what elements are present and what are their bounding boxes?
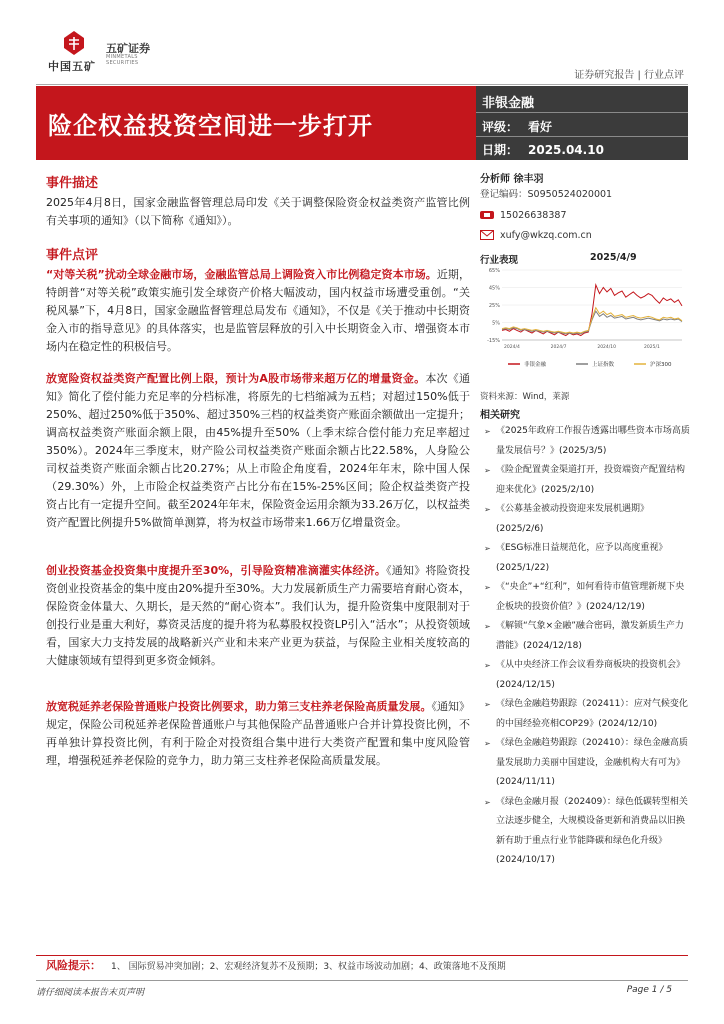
rating-row (482, 118, 552, 135)
paragraph-3-lead: 创业投资基金投资集中度提升至30%，引导险资精准滴灌实体经济。 (46, 564, 387, 577)
series-line (502, 285, 682, 336)
rating-value: 看好 (528, 120, 553, 134)
event-comment-title (46, 244, 470, 263)
risk-warning (46, 957, 506, 973)
industry-performance-chart (480, 266, 688, 376)
chart-header (480, 252, 688, 266)
paragraph-1-lead: “对等关税”扰动全球金融市场，金融监管总局上调险资入市比例稳定资本市场。 (46, 268, 437, 281)
title-banner (36, 86, 476, 160)
chart-date: 2025/4/9 (590, 252, 637, 263)
legend-label: 非银金融 (524, 362, 547, 368)
footer-disclaimer: 请仔细阅读本报告末页声明 (36, 988, 145, 998)
sector-label: 非银金融 (482, 96, 535, 111)
rating-box (476, 86, 688, 160)
date-divider (476, 136, 688, 137)
paragraph-4 (46, 698, 470, 770)
related-item[interactable]: ➢ 《ESG标准日益规范化，应予以高度重视》(2025/1/22) (484, 539, 690, 578)
brand-name: 五矿证券 (106, 42, 150, 55)
related-item[interactable]: ➢ 《绿色金融趋势跟踪（202410）：绿色金融高质量发展助力美丽中国建设，金融机构大有可为》(2024/11/11) (484, 734, 690, 793)
page-number: Page 1 / 5 (626, 985, 672, 995)
date-value: 2025.04.10 (528, 143, 604, 157)
analyst-reg: 登记编码：S0950524020001 (480, 189, 613, 200)
rating-key: 评级： (482, 120, 519, 134)
risk-divider (36, 955, 688, 956)
y-tick-label: 65% (488, 268, 500, 274)
related-item[interactable]: ➢ 《险企配置黄金渠道打开，投资端资产配置结构迎来优化》(2025/2/10) (484, 461, 690, 500)
event-comment-heading: 事件点评 (46, 248, 99, 263)
logo-cn-name: 中国五矿 (48, 60, 96, 73)
legend-label: 沪深300 (650, 362, 672, 368)
y-tick-label: 45% (488, 285, 500, 292)
minmetals-emblem-icon (60, 30, 88, 56)
brand-subtitle: MINMETALS SECURITIES (106, 54, 139, 66)
related-item[interactable]: ➢ 《绿色金融月报（202409）：绿色低碳转型相关立法逐步健全，大规模设备更新和消费品以旧换新有助于重点行业节能降碳和绿色化升级》(2024/10/17) (484, 793, 690, 871)
risk-label: 风险提示： (46, 959, 101, 972)
related-item[interactable]: ➢ 《从中央经济工作会议看券商板块的投资机会》(2024/12/15) (484, 656, 690, 695)
risk-text: 1、 国际贸易冲突加剧；2、宏观经济复苏不及预期；3、权益市场波动加剧；4、政策落地不及预期 (111, 962, 506, 972)
related-research-title: 相关研究 (480, 410, 520, 421)
x-tick-label: 2024/4 (504, 345, 520, 350)
phone-icon (480, 210, 494, 220)
date-key: 日期： (482, 143, 519, 157)
related-item[interactable]: ➢ 《2025年政府工作报告透露出哪些资本市场高质量发展信号？》(2025/3/5) (484, 422, 690, 461)
y-tick-label: 5% (492, 320, 500, 327)
email-icon (480, 230, 494, 240)
paragraph-2 (46, 370, 470, 532)
x-tick-label: 2025/1 (644, 345, 660, 350)
rating-divider (476, 112, 688, 113)
analyst-name: 分析师 徐丰羽 (480, 174, 544, 185)
chart-title: 行业表现 (480, 255, 519, 266)
date-row (482, 141, 604, 158)
paragraph-2-lead: 放宽险资权益类资产配置比例上限，预计为A股市场带来超万亿的增量资金。 (46, 372, 426, 385)
report-type: 证券研究报告 | 行业点评 (574, 70, 684, 81)
related-item[interactable]: ➢ 《解锁“气象×金融”融合密码，激发新质生产力潜能》(2024/12/18) (484, 617, 690, 656)
y-tick-label: 25% (488, 303, 500, 309)
email-row (480, 225, 692, 245)
x-tick-label: 2024/7 (550, 345, 567, 350)
related-item[interactable]: ➢ 《“央企”+“红利”，如何看待市值管理新规下央企板块的投资价值？》(2024/12/19) (484, 578, 690, 617)
email-address[interactable]: xufy@wkzq.com.cn (500, 229, 592, 241)
paragraph-3-body: 《通知》将险资投资创业投资基金的集中度由20%提升至30%。大力发展新质生产力需要培育耐心资本，保险资金体量大、久期长，是天然的“耐心资本”。我们认为，提升险资集中度限制对于创投行业是重大利好，募资灵活度的提升将为私募股权投资LP引入“活水”；从投资领域看，国家大力支持发展的战略新兴产业和未来产业更为获益，与保险主业相关度较高的大健康领域有望得到更多资金倾斜。 (46, 564, 471, 667)
paragraph-1-body: 近期，特朗普“对等关税”政策实施引发全球资产价格大幅波动，国内权益市场遭受重创。“关税风暴”下，4月8日，国家金融监督管理总局发布《通知》，不仅是《关于推动中长期资金入市的指导意见》的具体落实，也是监管层释放的引入中长期资金入市、增强资本市场内在稳定性的积极信号。 (46, 268, 470, 353)
related-item[interactable]: ➢ 《绿色金融趋势跟踪（202411）：应对气候变化的中国经验亮相COP29》(2024/12/10) (484, 695, 690, 734)
analyst-block (480, 170, 692, 245)
related-research-list (484, 422, 690, 871)
company-logo (46, 30, 156, 73)
header-divider (36, 84, 688, 85)
paragraph-4-body: 《通知》规定，保险公司税延养老保险普通账户与其他保险产品普通账户合并计算投资比例，不再单独计算投资比例，有利于险企对投资组合集中进行大类资产配置和集中度风险管理，增强税延养老保险的竞争力，助力第三支柱养老保险高质量发展。 (46, 700, 471, 767)
x-tick-label: 2024/10 (597, 345, 617, 350)
y-tick-label: -15% (487, 338, 500, 344)
footer-divider (36, 980, 688, 981)
phone-number: 15026638387 (500, 209, 567, 221)
related-item[interactable]: ➢ 《公募基金被动投资迎来发展机遇期》(2025/2/6) (484, 500, 690, 539)
legend-label: 上证指数 (592, 362, 615, 368)
paragraph-1 (46, 266, 470, 356)
page-title: 险企权益投资空间进一步打开 (48, 112, 373, 140)
paragraph-2-body: 本次《通知》简化了偿付能力充足率的分档标准，将原先的七档缩减为五档；对超过150%低于250%、超过250%低于350%、超过350%三档的权益类资产账面余额做出一定提升；调高权益类资产账面余额上限，由45%提升至50%（上季末综合偿付能力充足率超过350%）。2024年三季度末，财产险公司权益类资产账面余额占比22.58%，人身险公司权益类资产账面余额占比20.27%；从上市险企角度看，2024年年末，除中国人保（29.30%）外，上市险企权益类资产占比分布在15%-25%区间；险企权益类资产投资占比有一定提升空间。截至2024年年末，保险资金运用余额为33.26万亿，以权益类资产配置比例提升5%做简单测算，将为权益市场带来1.66万亿增量资金。 (46, 372, 471, 529)
paragraph-4-lead: 放宽税延养老保险普通账户投资比例要求，助力第三支柱养老保险高质量发展。 (46, 700, 432, 713)
event-desc-heading: 事件描述 (46, 176, 99, 191)
paragraph-3 (46, 562, 470, 670)
event-desc-text: 2025年4月8日，国家金融监督管理总局印发《关于调整保险资金权益类资产监管比例有关事项的通知》（以下简称《通知》）。 (46, 196, 470, 227)
phone-row (480, 205, 692, 225)
event-desc-title (46, 172, 470, 191)
chart-source: 资料来源：Wind，莱源 (480, 392, 570, 402)
